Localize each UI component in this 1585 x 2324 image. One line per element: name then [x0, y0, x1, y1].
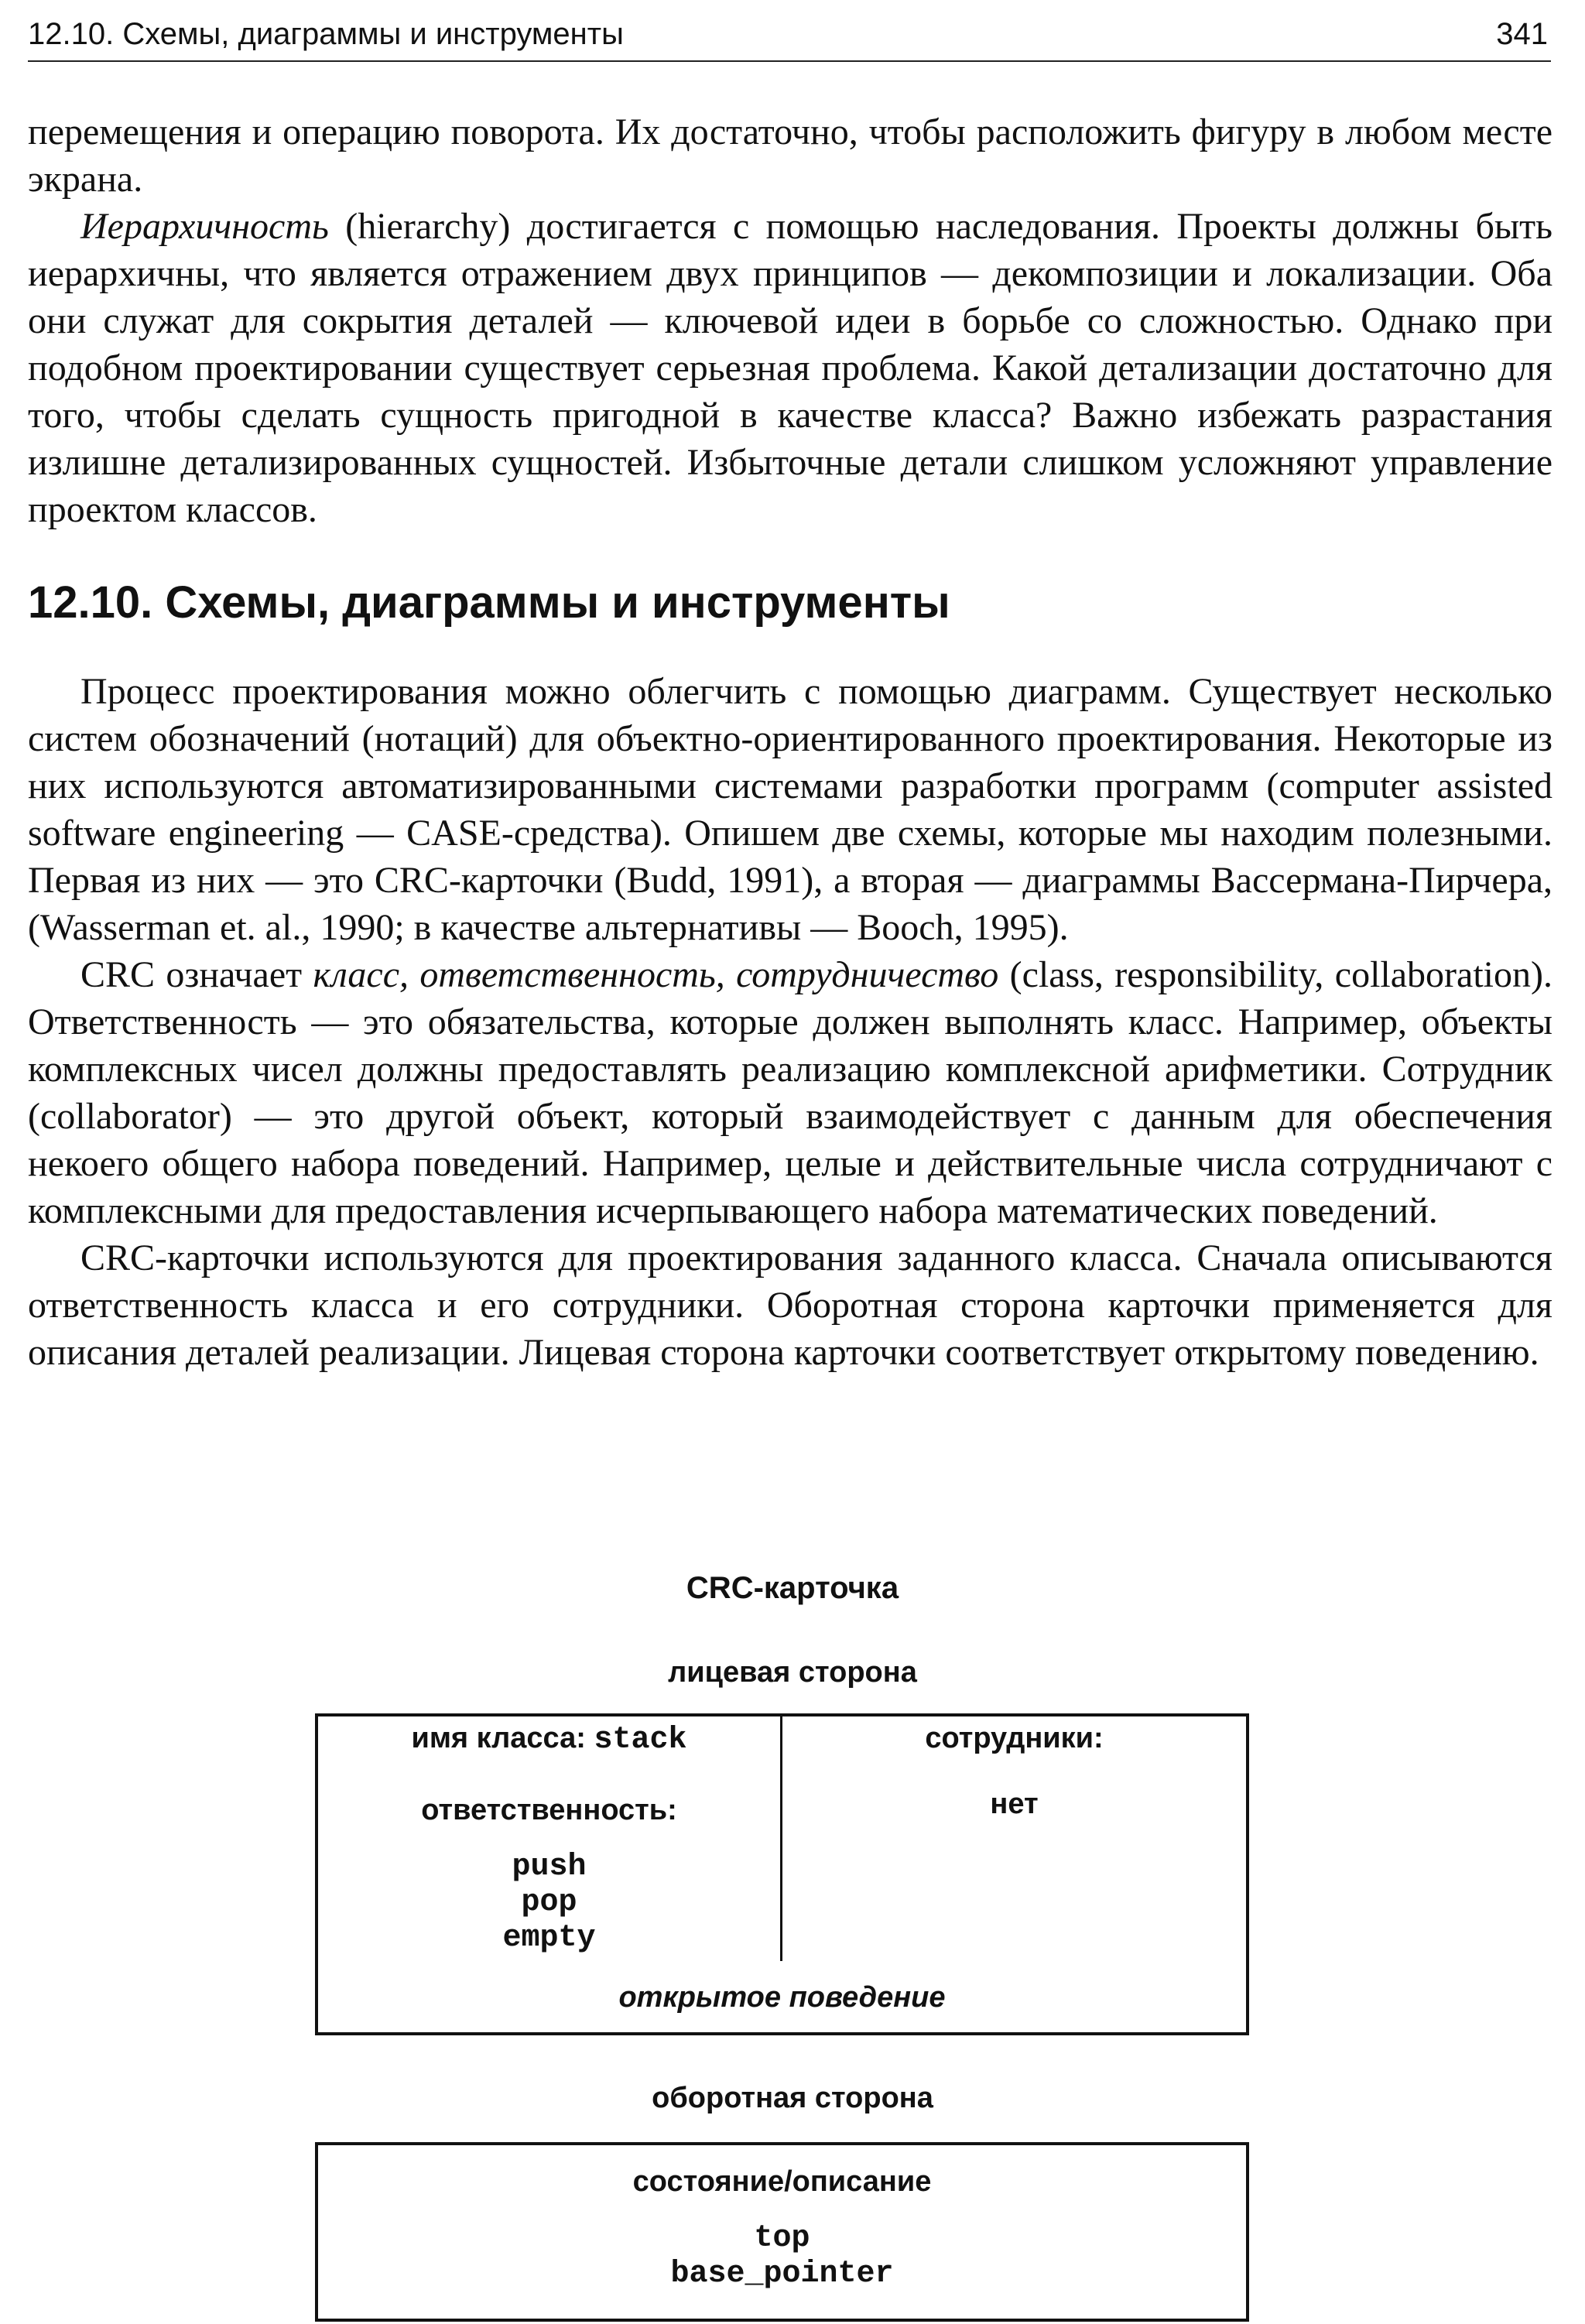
hierarchy-term: Иерархичность [80, 206, 329, 247]
running-header [28, 11, 1551, 62]
running-header-title: 12.10. Схемы, диаграммы и инструменты [28, 17, 624, 51]
section-paragraph-3: CRC-карточки используются для проектирования заданного класса. Сначала описываются ответственность класса и его сотрудники. Оборотная сторона карточки применяется для описания деталей реализации. Лицевая сторона карточки соответствует открытому поведению. [28, 1237, 1552, 1373]
class-name-label: имя класса: [411, 1722, 594, 1754]
state-label: состояние/описание [632, 2165, 932, 2198]
methods-list [318, 1850, 780, 1956]
public-behavior-label: открытое поведение [618, 1981, 946, 2014]
class-name-value: stack [594, 1723, 687, 1758]
crc-meaning-terms: класс, ответственность, сотрудничество [313, 954, 999, 995]
section-heading: 12.10. Схемы, диаграммы и инструменты [28, 577, 950, 628]
section-paragraph-1: Процесс проектирования можно облегчить с помощью диаграмм. Существует несколько систем обозначений (нотаций) для объектно-ориентированного проектирования. Некоторые из них используются автоматизированными системами разработки программ (computer assisted software engineering — CASE-средства). Опишем две схемы, которые мы находим полезными. Первая из них — это CRC-карточки (Budd, 1991), а вторая — диаграммы Вассермана-Пирчера, (Wasserman et. al., 1990; в качестве альтернативы — Booch, 1995). [28, 671, 1552, 948]
section-paragraph-2 [28, 951, 1552, 1234]
class-name-row [318, 1722, 780, 1758]
intro-text [28, 108, 1552, 533]
method-pop: pop [521, 1885, 577, 1920]
method-push: push [512, 1850, 587, 1884]
front-side-label: лицевая сторона [668, 1656, 917, 1689]
figure-title: CRC-карточка [686, 1571, 899, 1605]
section-text [28, 668, 1552, 1376]
intro-paragraph-2 [28, 203, 1552, 533]
hierarchy-text: (hierarchy) достигается с помощью наследования. Проекты должны быть иерархичны, что является отражением двух принципов — декомпозиции и локализации. Оба они служат для сокрытия деталей — ключевой идеи в борьбе со сложностью. Однако при подобном проектировании существует серьезная проблема. Какой детализации достаточно для того, чтобы сделать сущность пригодной в качестве класса? Важно избежать разрастания излишне детализированных сущностей. Избыточные детали слишком усложняют управление проектом классов. [28, 206, 1552, 530]
state-item-base-pointer: base_pointer [670, 2257, 894, 2291]
method-empty: empty [502, 1921, 596, 1956]
collaborators-label: сотрудники: [925, 1722, 1104, 1754]
crc-meaning-lead: CRC означает [80, 954, 313, 995]
intro-paragraph-1: перемещения и операцию поворота. Их достаточно, чтобы расположить фигуру в любом месте экрана. [28, 111, 1552, 200]
state-item-top: top [754, 2221, 810, 2256]
state-items [315, 2221, 1249, 2292]
back-side-label: оборотная сторона [652, 2082, 933, 2114]
responsibility-label: ответственность: [421, 1794, 677, 1826]
crc-meaning-text: (class, responsibility, collaboration). Ответственность — это обязательства, которые должен выполнять класс. Например, объекты комплексных чисел должны предоставлять реализацию комплексной арифметики. Сотрудник (collaborator) — это другой объект, который взаимодействует с данным для обеспечения некоего общего набора поведений. Например, целые и действительные числа сотрудничают с комплексными для предоставления исчерпывающего набора математических поведений. [28, 954, 1553, 1231]
page-number: 341 [1496, 17, 1548, 51]
collaborators-value: нет [990, 1788, 1039, 1820]
